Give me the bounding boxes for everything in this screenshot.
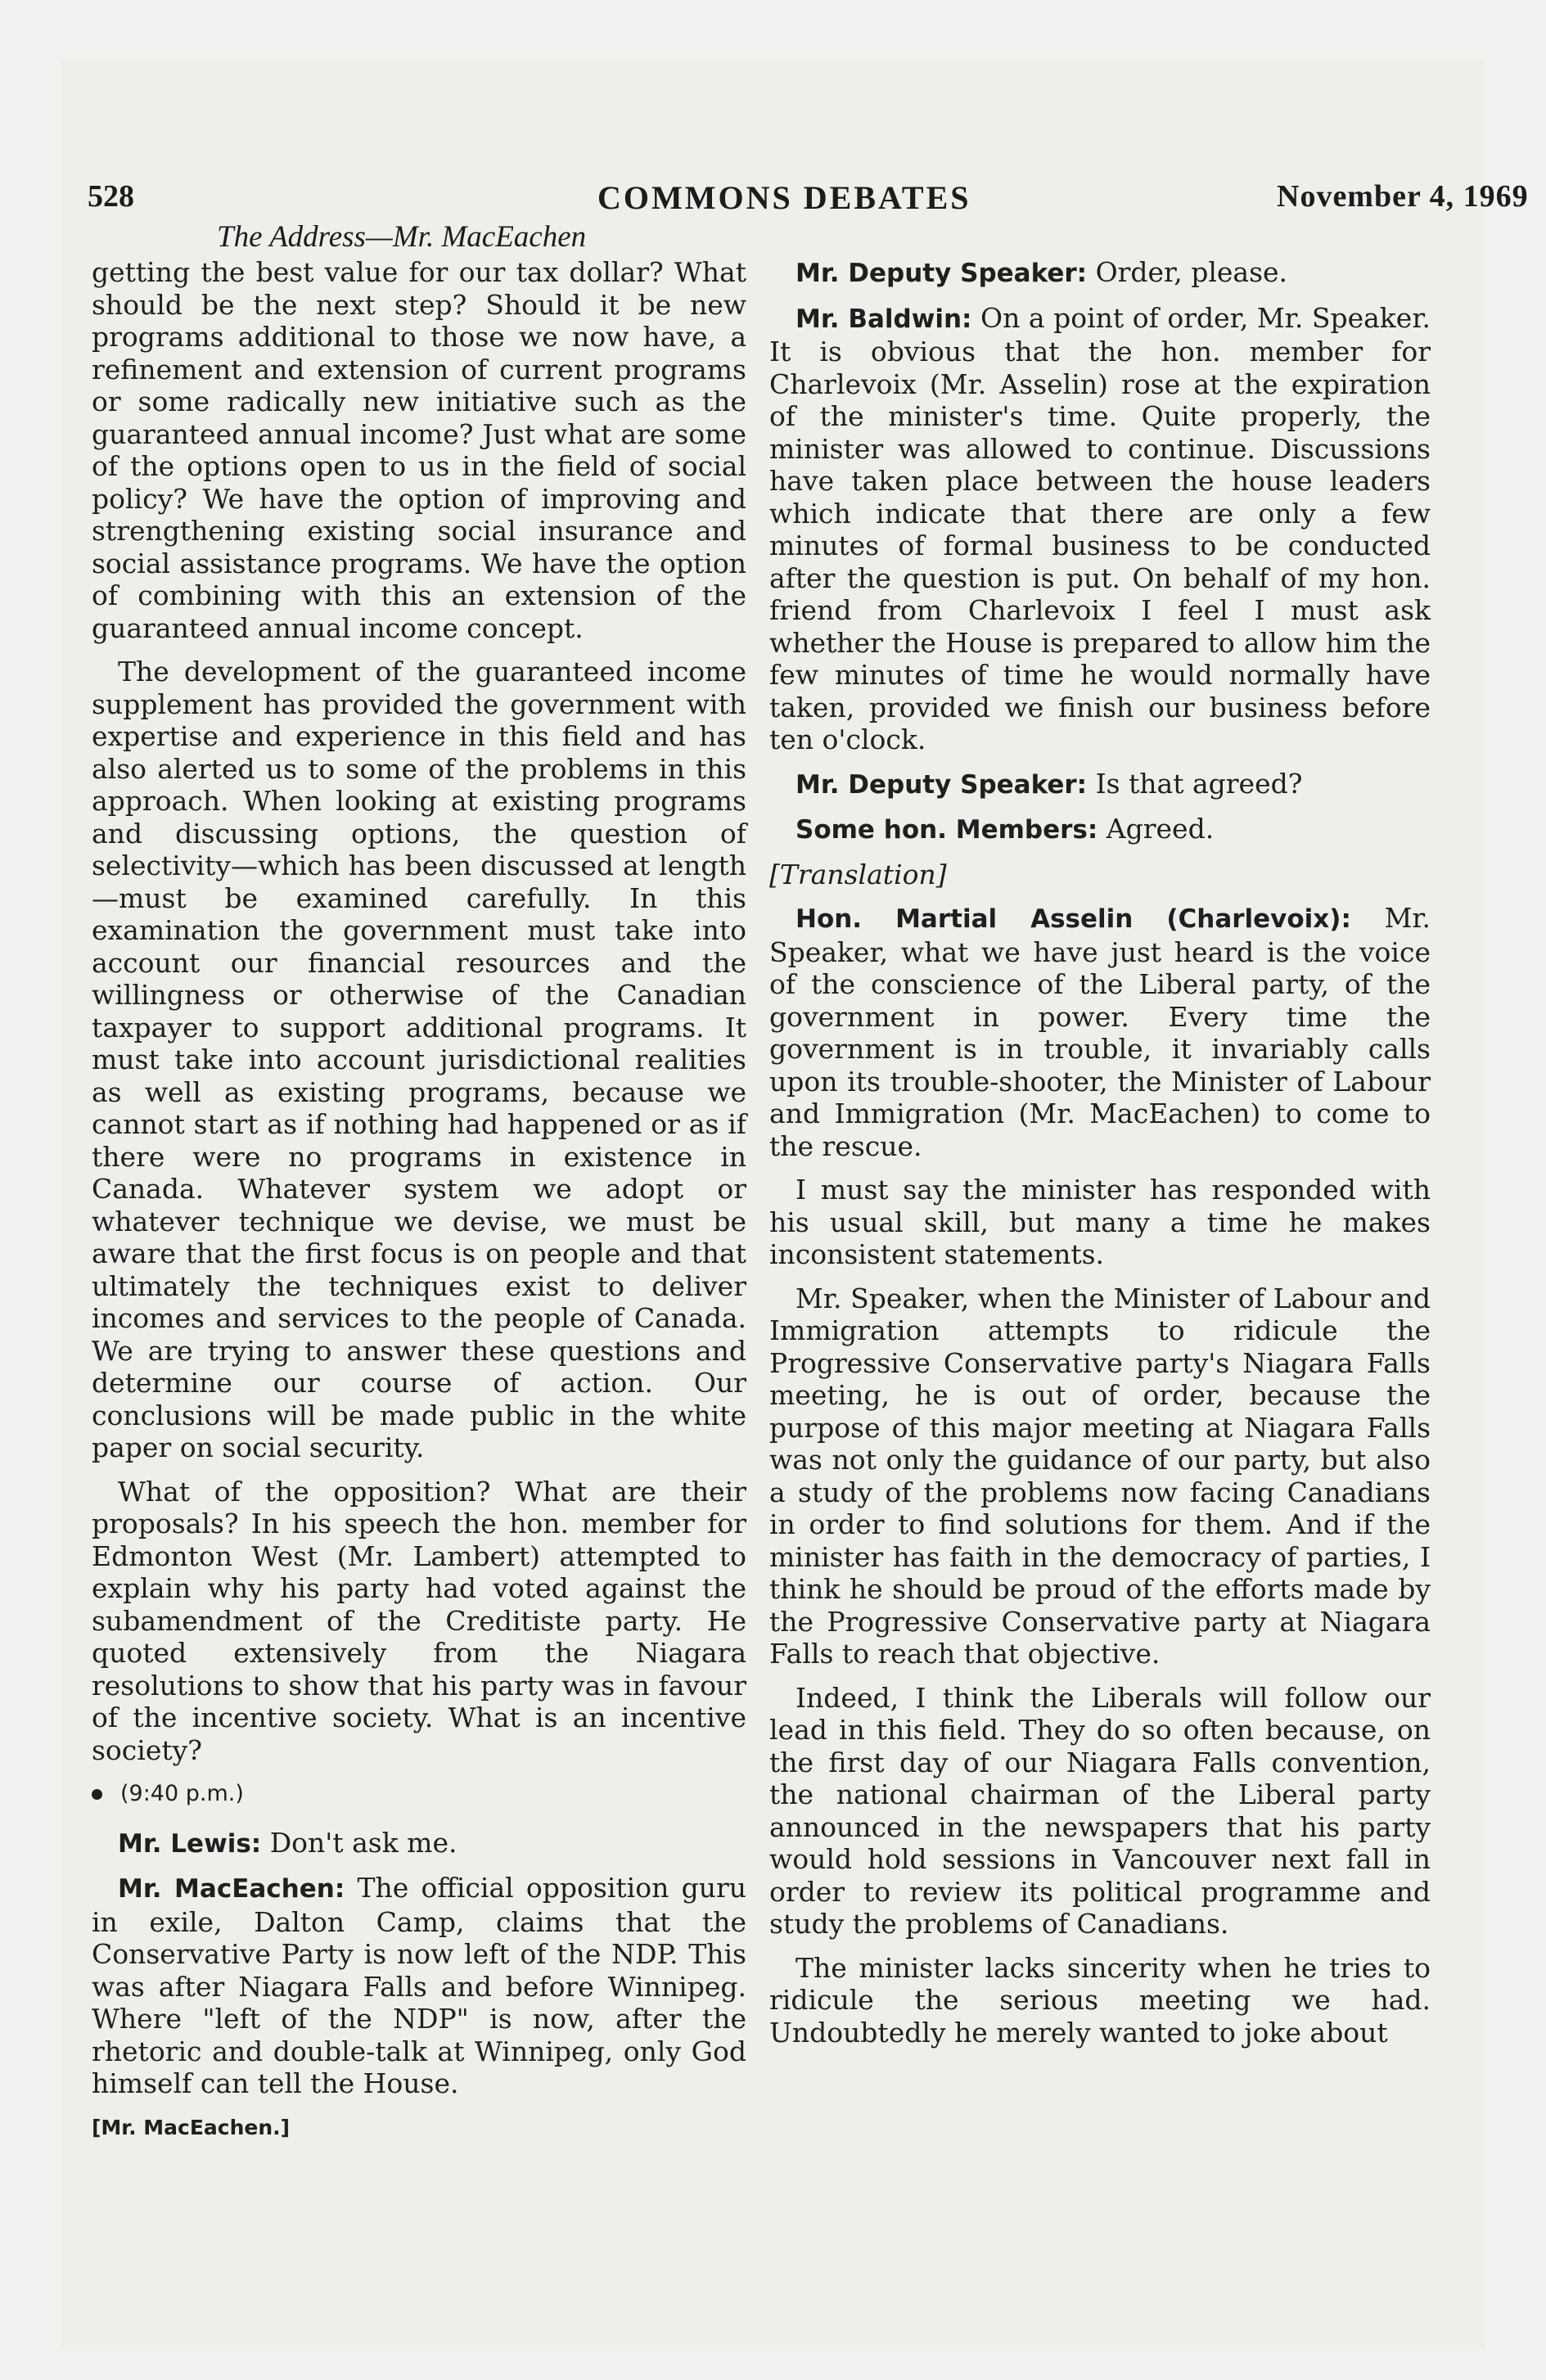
- speech-text: Don't ask me.: [269, 1826, 457, 1859]
- publication-title: COMMONS DEBATES: [597, 179, 971, 216]
- speaker-attribution: [Mr. MacEachen.]: [92, 2115, 291, 2139]
- speech-lewis: [92, 1827, 746, 1861]
- speaker-name: Mr. MacEachen:: [118, 1874, 345, 1904]
- page-number: 528: [88, 179, 134, 214]
- paragraph: What of the opposition? What are their proposals? In his speech the hon. member for Edmonton West (Mr. Lambert) attempted to explain why his party had voted against the subamendment of the Creditiste party. He quoted extensively from the Niagara resolutions to show that his party was in favour of the incentive society. What is an incentive society?: [92, 1475, 746, 1766]
- speech-text: Agreed.: [1106, 813, 1215, 845]
- right-column: [769, 256, 1431, 2060]
- paragraph: The minister lacks sincerity when he tries to ridicule the serious meeting we had. Undoubtedly he merely wanted to joke about: [769, 1951, 1431, 2049]
- speaker-name: Mr. Deputy Speaker:: [796, 769, 1088, 800]
- speech-maceachen: [92, 1872, 746, 2100]
- speech-baldwin: [769, 302, 1431, 756]
- paragraph: I must say the minister has responded with his usual skill, but many a time he makes inconsistent statements.: [769, 1174, 1431, 1270]
- speech-deputy-speaker: [769, 768, 1431, 802]
- speech-text: The official opposition guru in exile, Dalton Camp, claims that the Conservative Party is now left of the NDP. This was after Niagara Falls and before Winnipeg. Where "left of the NDP" is now, after the rhetoric and double-talk at Winnipeg, only God himself can tell the House.: [92, 1872, 746, 2099]
- publication-date: November 4, 1969: [1277, 179, 1529, 214]
- speech-text: Mr. Speaker, what we have just heard is the voice of the conscience of the Liberal party, of the government in power. Every time the government is in trouble, it invariably calls upon its trouble-shooter, the Minister of Labour and Immigration (Mr. MacEachen) to come to the rescue.: [769, 902, 1431, 1162]
- running-subheading: The Address—Mr. MacEachen: [217, 220, 587, 254]
- speaker-name: Some hon. Members:: [796, 815, 1098, 845]
- paragraph: The development of the guaranteed income supplement has provided the government with expertise and experience in this field and has also alerted us to some of the problems in this approach. When looking at existing programs and discussing options, the question of selectivity—which has been discussed at length—must be examined carefully. In this examination the government must take into account our financial resources and the willingness or otherwise of the Canadian taxpayer to support additional programs. It must take into account jurisdictional realities as well as existing programs, because we cannot start as if nothing had happened or as if there were no programs in existence in Canada. Whatever system we adopt or whatever technique we devise, we must be aware that the first focus is on people and that ultimately the techniques exist to deliver incomes and services to the people of Canada. We are trying to answer these questions and determine our course of action. Our conclusions will be made public in the white paper on social security.: [92, 656, 746, 1463]
- speech-deputy-speaker: [769, 256, 1431, 291]
- speech-text: Is that agreed?: [1095, 767, 1303, 800]
- translation-label: [Translation]: [769, 858, 947, 890]
- paragraph: Indeed, I think the Liberals will follow our lead in this field. They do so often because, on the first day of our Niagara Falls convention, the national chairman of the Liberal party announced in the newspapers that his party would hold sessions in Vancouver next fall in order to review its political programme and study the problems of Canadians.: [769, 1681, 1431, 1940]
- bullet-icon: [92, 1789, 102, 1800]
- paragraph: Mr. Speaker, when the Minister of Labour and Immigration attempts to ridicule the Progressive Conservative party's Niagara Falls meeting, he is out of order, because the purpose of this major meeting at Niagara Falls was not only the guidance of our party, but also a study of the problems now facing Canadians in order to find solutions for them. And if the minister has faith in the democracy of parties, I think he should be proud of the efforts made by the Progressive Conservative party at Niagara Falls to reach that objective.: [769, 1282, 1431, 1670]
- timestamp: [92, 1778, 746, 1810]
- speech-asselin: [769, 902, 1431, 1162]
- speaker-name: Mr. Deputy Speaker:: [796, 259, 1088, 288]
- left-column: [92, 256, 746, 2143]
- paragraph: getting the best value for our tax dollar? What should be the next step? Should it be new programs additional to those we now have, a refinement and extension of current programs or some radically new initiative such as the guaranteed annual income? Just what are some of the options open to us in the field of social policy? We have the option of improving and strengthening existing social insurance and social assistance programs. We have the option of combining with this an extension of the guaranteed annual income concept.: [92, 256, 746, 644]
- speaker-name: Mr. Lewis:: [118, 1828, 262, 1859]
- timestamp-text: (9:40 p.m.): [120, 1781, 244, 1806]
- speech-text: Order, please.: [1095, 256, 1288, 288]
- speech-members: [769, 813, 1431, 847]
- speech-text: On a point of order, Mr. Speaker. It is obvious that the hon. member for Charlevoix (Mr. Asselin) rose at the expiration of the minister's time. Quite properly, the minister was allowed to continue. Discussions have taken place between the house leaders which indicate that there are only a few minutes of formal business to be conducted after the question is put. On behalf of my hon. friend from Charlevoix I feel I must ask whether the House is prepared to allow him the few minutes of time he would normally have taken, provided we finish our business before ten o'clock.: [769, 301, 1431, 755]
- speaker-name: Mr. Baldwin:: [796, 304, 972, 334]
- speaker-name: Hon. Martial Asselin (Charlevoix):: [796, 904, 1351, 934]
